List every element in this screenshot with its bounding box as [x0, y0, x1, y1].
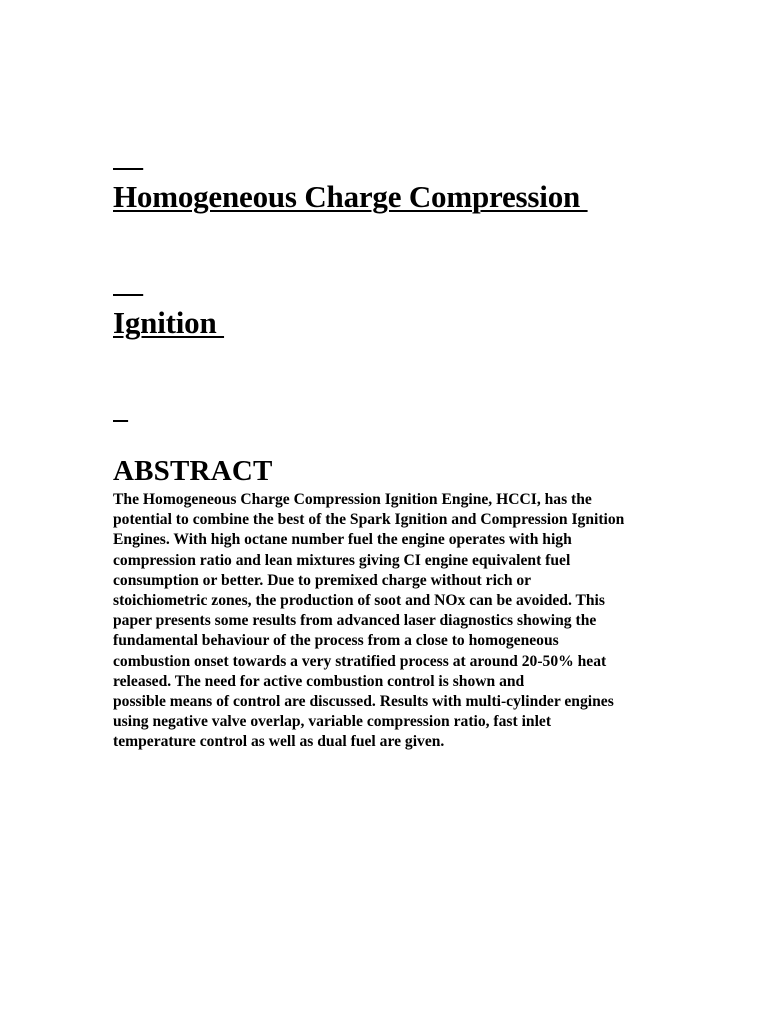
abstract-line-4: compression ratio and lean mixtures giving CI engine equivalent fuel [113, 551, 571, 569]
abstract-line-7: paper presents some results from advanced laser diagnostics showing the [113, 612, 597, 630]
abstract-line-13: temperature control as well as dual fuel are given. [113, 733, 445, 751]
abstract-line-8: fundamental behaviour of the process from a close to homogeneous [113, 632, 559, 650]
abstract-line-1: The Homogeneous Charge Compression Ignition Engine, HCCI, has the [113, 491, 592, 508]
document-title [113, 92, 673, 428]
abstract-heading: ABSTRACT [113, 455, 273, 487]
abstract-line-10: released. The need for active combustion control is shown and [113, 672, 525, 690]
abstract-line-9: combustion onset towards a very stratified process at around 20-50% heat [113, 652, 607, 670]
document-page [113, 92, 673, 753]
document-title-line-1: Homogeneous Charge Compression [113, 179, 588, 214]
abstract-line-3: Engines. With high octane number fuel the engine operates with high [113, 531, 572, 549]
abstract-body [113, 490, 673, 753]
abstract-line-11: possible means of control are discussed. Results with multi-cylinder engines [113, 693, 614, 711]
abstract-line-5: consumption or better. Due to premixed charge without rich or [113, 571, 532, 589]
abstract-line-12: using negative valve overlap, variable compression ratio, fast inlet [113, 713, 552, 731]
abstract-line-2: potential to combine the best of the Spark Ignition and Compression Ignition [113, 511, 625, 529]
abstract-line-6: stoichiometric zones, the production of soot and NOx can be avoided. This [113, 592, 605, 610]
document-title-line-2: Ignition [113, 305, 225, 340]
